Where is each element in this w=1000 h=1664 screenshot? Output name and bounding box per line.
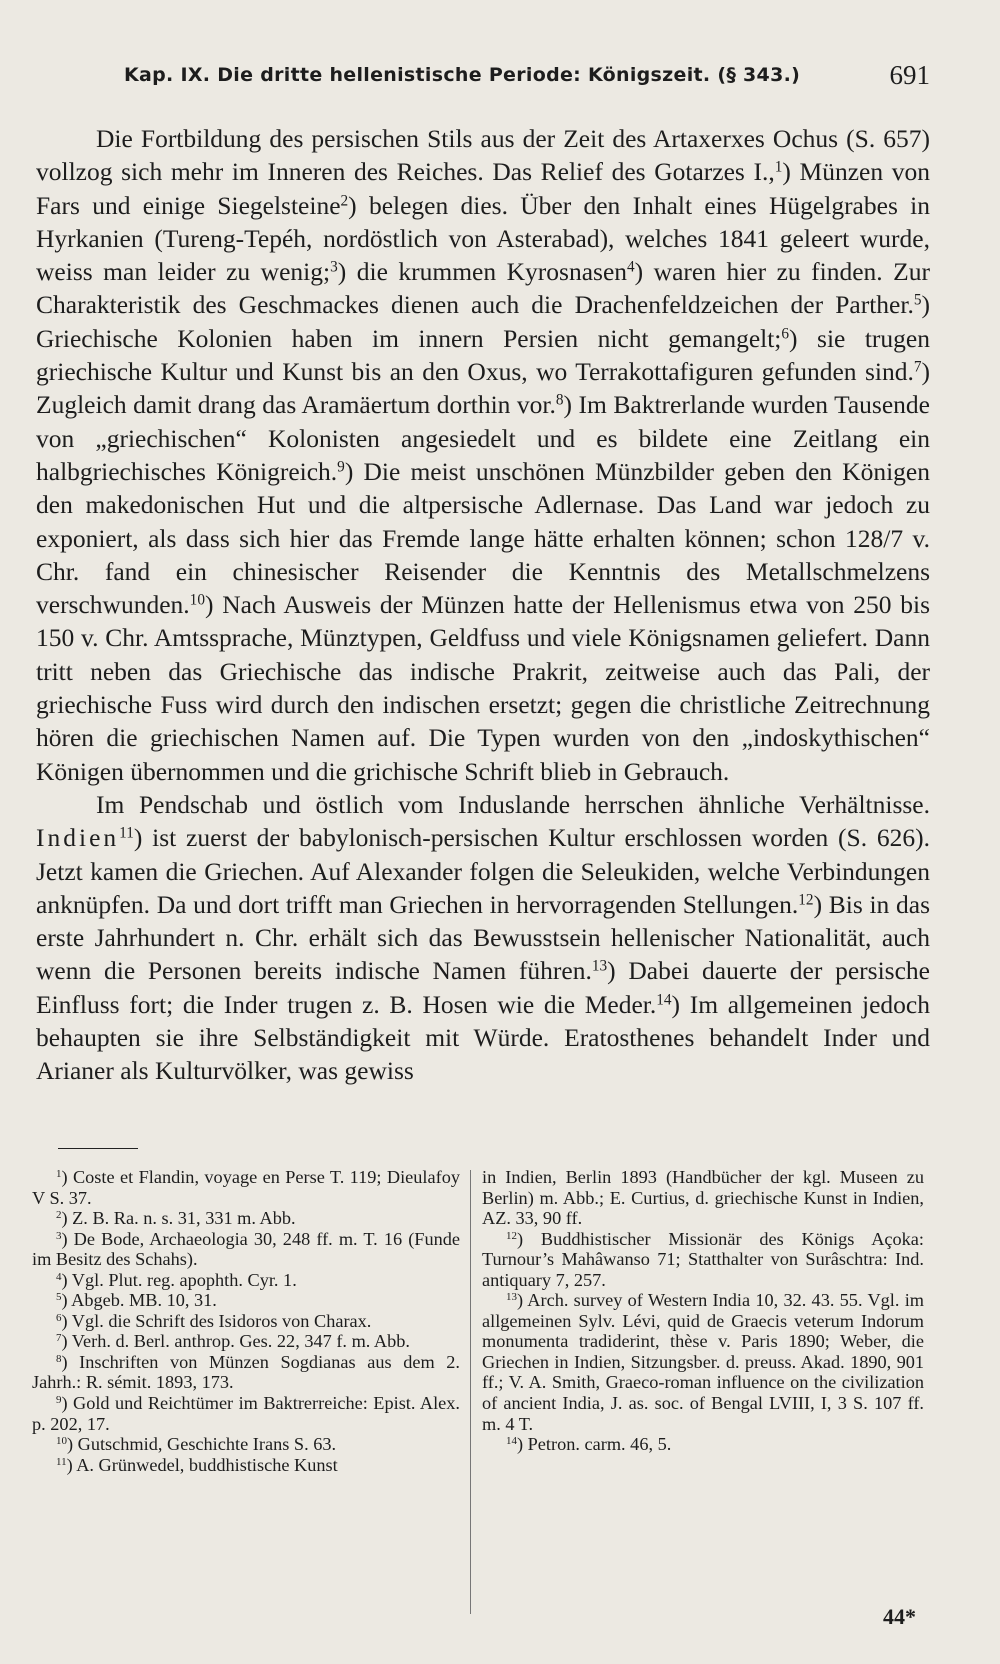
column-divider bbox=[470, 1170, 471, 1614]
footnote-13 bbox=[482, 1290, 924, 1434]
footnote-2 bbox=[32, 1208, 460, 1229]
footnote-text: ) Gutschmid, Geschichte Irans S. 63. bbox=[66, 1434, 337, 1455]
footnote-number: 12 bbox=[506, 1229, 517, 1242]
text-run: ) sie trugen griechische Kultur und Kunst bis an den Oxus, wo Terrakottafiguren gefunden sind. bbox=[36, 323, 930, 387]
footnote-12 bbox=[482, 1229, 924, 1291]
footnote-text: ) Arch. survey of Western India 10, 32. 43. 55. Vgl. im allgemeinen Sylv. Lévi, quid de Graecis veterum Indorum monumenta tradiderint, thèse v. Paris 1890; Weber, die Griechen in Indien, Sitzungsber. d. preuss. Akad. 1890, 901 ff.; V. A. Smith, Graeco-roman influence on the civilization of ancient India, J. as. soc. of Bengal LVIII, I, 3 S. 107 ff. m. 4 T. bbox=[482, 1290, 924, 1434]
footnote-ref-14[interactable]: 14 bbox=[656, 991, 672, 1009]
footnote-ref-1[interactable]: 1 bbox=[774, 158, 783, 176]
footnote-number: 4 bbox=[56, 1270, 62, 1283]
footnote-4 bbox=[32, 1270, 460, 1291]
text-run: ) Im allgemeinen jedoch behaupten sie ihre Selbständigkeit mit Würde. Eratosthenes behandelt Inder und Arianer als Kulturvölker, was gewiss bbox=[36, 989, 931, 1086]
footnote-ref-12[interactable]: 12 bbox=[798, 891, 814, 909]
footnote-text: ) Verh. d. Berl. anthrop. Ges. 22, 347 f. m. Abb. bbox=[61, 1331, 410, 1352]
footnote-number: 1 bbox=[56, 1167, 62, 1180]
text-run: ) Nach Ausweis der Münzen hatte der Hellenismus etwa von 250 bis 150 v. Chr. Amtssprache, Münztypen, Geldfuss und viele Königsnamen geliefert. Dann tritt neben das Griechische das indische Prakrit, zeitweise auch das Pali, der griechische Fuss wird durch den indischen ersetzt; gegen die christliche Zeitrechnung hören die griechischen Namen auf. Die Typen wurden von den „indoskythischen“ Königen übernommen und die grichische Schrift blieb in Gebrauch. bbox=[36, 590, 930, 786]
page-number: 691 bbox=[889, 60, 930, 90]
footnote-number: 11 bbox=[56, 1455, 67, 1468]
footnote-text: ) A. Grünwedel, buddhistische Kunst bbox=[66, 1454, 338, 1475]
footnote-10 bbox=[32, 1434, 460, 1455]
text-run: ) belegen dies. Über den Inhalt eines Hügelgrabes in Hyrkanien (Tureng-Tepéh, nordöstlich von Asterabad), welches 1841 geleert wurde, weiss man leider zu wenig; bbox=[36, 190, 930, 287]
footnote-number: 14 bbox=[506, 1435, 517, 1448]
text-run: ) ist zuerst der babylonisch-persischen Kultur erschlossen worden (S. 626). Jetzt kamen die Griechen. Auf Alexander folgen die Seleukiden, welche Verbindungen anknüpfen. Da und dort trifft man Griechen in hervorragenden Stellungen. bbox=[36, 823, 930, 919]
text-run: ) Griechische Kolonien haben im innern Persien nicht gemangelt; bbox=[36, 290, 930, 353]
text-run: ) Dabei dauerte der persische Einfluss fort; die Inder trugen z. B. Hosen wie die Meder. bbox=[36, 956, 930, 1019]
spaced-term-indien: Indien bbox=[36, 823, 120, 853]
footnote-text: ) Abgeb. MB. 10, 31. bbox=[61, 1290, 217, 1311]
footnote-text: ) Petron. carm. 46, 5. bbox=[516, 1434, 672, 1455]
footnote-6 bbox=[32, 1311, 460, 1332]
footnote-text: ) De Bode, Archaeologia 30, 248 ff. m. T. 16 (Funde im Besitz des Schahs). bbox=[32, 1228, 460, 1270]
text-run: ) die krummen Kyrosnasen bbox=[337, 257, 628, 287]
footnote-1 bbox=[32, 1167, 460, 1208]
footnote-text: ) Inschriften von Münzen Sogdianas aus dem 2. Jahrh.: R. sémit. 1893, 173. bbox=[32, 1351, 460, 1393]
footnote-number: 6 bbox=[56, 1311, 62, 1324]
text-run: Die Fortbildung des persischen Stils aus der Zeit des Artaxerxes Ochus (S. 657) vollzog sich mehr im Inneren des Reiches. Das Relief des Gotarzes I., bbox=[36, 124, 930, 187]
footnote-number: 10 bbox=[56, 1435, 67, 1448]
footnote-number: 8 bbox=[56, 1352, 62, 1365]
paragraph-india bbox=[36, 788, 930, 1088]
footnote-ref-2[interactable]: 2 bbox=[340, 192, 349, 210]
footnotes-right-column bbox=[482, 1167, 924, 1455]
footnote-number: 3 bbox=[56, 1229, 62, 1242]
footnote-ref-4[interactable]: 4 bbox=[627, 258, 635, 276]
footnote-ref-9[interactable]: 9 bbox=[337, 458, 345, 476]
footnote-ref-5[interactable]: 5 bbox=[913, 292, 922, 310]
text-run: ) Bis in das erste Jahrhundert n. Chr. erhält sich das Bewusstsein hellenischer Nationalität, auch wenn die Personen bereits indische Namen führen. bbox=[36, 889, 930, 986]
footnotes-left-column bbox=[32, 1167, 460, 1475]
footnote-7 bbox=[32, 1331, 460, 1352]
footnote-ref-10[interactable]: 10 bbox=[189, 591, 205, 609]
footnote-9 bbox=[32, 1393, 460, 1434]
footnote-8 bbox=[32, 1352, 460, 1393]
footnote-text: ) Buddhistischer Missionär des Königs Açoka: Turnour’s Mahâwanso 71; Statthalter von Surâschtra: Ind. antiquary 7, 257. bbox=[482, 1228, 924, 1290]
text-run: ) Münzen von Fars und einige Siegelsteine bbox=[36, 157, 930, 220]
footnote-number: 7 bbox=[56, 1332, 62, 1345]
footnote-3 bbox=[32, 1229, 460, 1270]
footnote-ref-3[interactable]: 3 bbox=[330, 258, 338, 276]
footnote-number: 2 bbox=[56, 1209, 62, 1222]
footnote-11-continuation: in Indien, Berlin 1893 (Handbücher der kgl. Museen zu Berlin) m. Abb.; E. Curtius, d. griechische Kunst in Indien, AZ. 33, 90 ff. bbox=[482, 1167, 924, 1229]
text-run: Im Pendschab und östlich vom Induslande herrschen ähnliche Verhältnisse. bbox=[96, 789, 930, 819]
footnote-text: ) Z. B. Ra. n. s. 31, 331 m. Abb. bbox=[61, 1208, 296, 1229]
footnote-rule bbox=[58, 1148, 138, 1149]
page-header bbox=[124, 60, 930, 100]
footnote-ref-6[interactable]: 6 bbox=[781, 325, 790, 343]
text-run: ) Im Baktrerlande wurden Tausende von „griechischen“ Kolonisten angesiedelt und es bildete eine Zeitlang ein halbgriechisches Königreich. bbox=[36, 390, 930, 486]
footnote-text: ) Vgl. Plut. reg. apophth. Cyr. 1. bbox=[61, 1269, 297, 1290]
main-text bbox=[36, 122, 930, 1088]
text-run: ) Die meist unschönen Münzbilder geben den Königen den makedonischen Hut und die altpersische Adlernase. Das Land war jedoch zu exponiert, als dass sich hier das Fremde lange hätte erhalten können; schon 128/7 v. Chr. fand ein chinesischer Reisender die Kenntnis des Metallschmelzens verschwunden. bbox=[36, 456, 930, 620]
footnote-number: 13 bbox=[506, 1291, 517, 1304]
text-run: ) waren hier zu finden. Zur Charakteristik des Geschmackes dienen auch die Drachenfeldzeichen der Parther. bbox=[36, 257, 931, 320]
footnote-text: ) Vgl. die Schrift des Isidoros von Charax. bbox=[61, 1310, 372, 1331]
footnote-text: ) Gold und Reichtümer im Baktrerreiche: Epist. Alex. p. 202, 17. bbox=[32, 1393, 460, 1434]
signature-mark: 44* bbox=[883, 1604, 916, 1629]
footnote-text: ) Coste et Flandin, voyage en Perse T. 119; Dieulafoy V S. 37. bbox=[32, 1167, 460, 1208]
footnote-11 bbox=[32, 1455, 460, 1476]
text-run: ) Zugleich damit drang das Aramäertum dorthin vor. bbox=[36, 357, 930, 420]
footnote-ref-8[interactable]: 8 bbox=[555, 391, 564, 409]
footnote-number: 5 bbox=[56, 1291, 62, 1304]
footnote-ref-7[interactable]: 7 bbox=[913, 358, 922, 376]
paragraph-persia bbox=[36, 122, 930, 788]
footnote-number: 9 bbox=[56, 1393, 62, 1406]
footnote-ref-13[interactable]: 13 bbox=[591, 958, 608, 976]
running-head: Kap. IX. Die dritte hellenistische Periode: Königszeit. (§ 343.) bbox=[124, 64, 801, 86]
footnote-5 bbox=[32, 1290, 460, 1311]
footnote-ref-11[interactable]: 11 bbox=[119, 824, 134, 842]
footnote-14 bbox=[482, 1434, 924, 1455]
